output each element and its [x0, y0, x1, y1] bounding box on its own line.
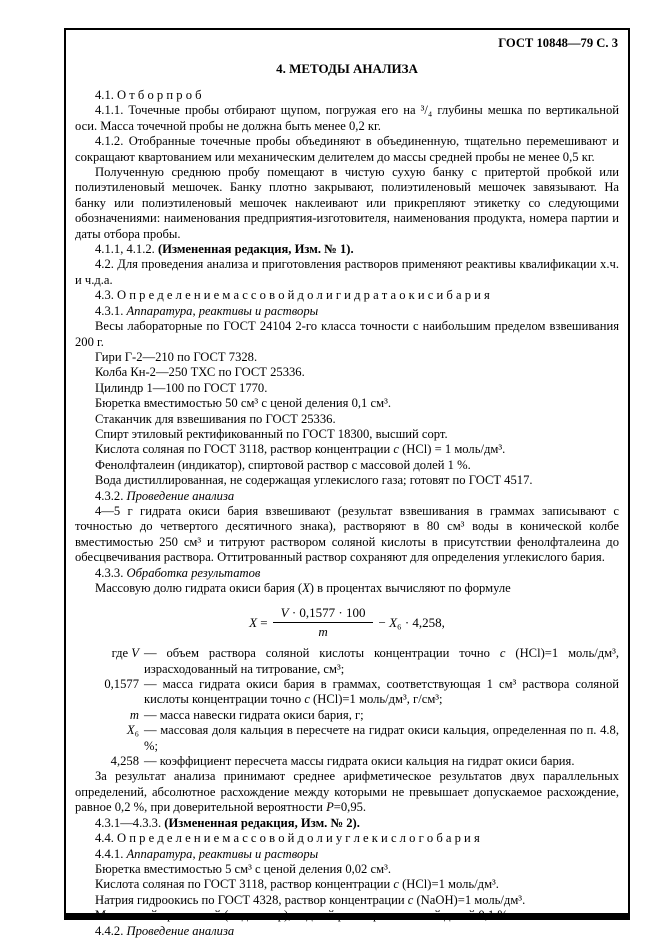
text-run: X: [389, 614, 398, 630]
paragraph: [75, 165, 619, 242]
text-run: Весы лабораторные по ГОСТ 24104 2-го класса точности с наибольшим пределом взвешивания 200 г.: [75, 319, 619, 349]
definition-item: [75, 723, 619, 754]
paragraph: [75, 862, 619, 877]
paragraph: [75, 288, 619, 303]
text-run: (HCl)=1 моль/дм³, г/см³;: [309, 692, 443, 707]
formula-rhs: [378, 615, 444, 630]
text-run: 4,258: [110, 754, 139, 769]
text-run: (NaOH)=1 моль/дм³.: [413, 892, 526, 907]
text-run: ) в процентах вычисляют по формуле: [309, 581, 511, 595]
text-run: · 0,1577 · 100: [288, 605, 366, 621]
text-run: Метиловый оранжевый (индикатор), водный раствор с массовой долей 0,1 %.: [95, 908, 511, 923]
definition-text: [139, 646, 619, 677]
text-run: 4.4.2.: [95, 923, 127, 938]
text-run: 4.3.1.: [95, 303, 127, 318]
text-run: V: [280, 605, 289, 621]
paragraph: [75, 893, 619, 908]
text-run: Бюретка вместимостью 50 см³ с ценой деления 0,1 см³.: [95, 396, 391, 411]
text-run: — масса навески гидрата окиси бария, г;: [144, 707, 364, 722]
definition-text: [139, 677, 619, 708]
definition-term: [75, 646, 139, 677]
text-run: 4.4. О п р е д е л е н и е м а с с о в о й д о л и у г л е к и с л о г о б а р и я: [95, 831, 480, 846]
page-header: ГОСТ 10848—79 С. 3: [498, 36, 618, 50]
definition-item: [75, 754, 619, 769]
definition-term: [75, 677, 139, 708]
text-run: Бюретка вместимостью 5 см³ с ценой деления 0,02 см³.: [95, 861, 391, 876]
paragraph: [75, 458, 619, 473]
text-run: Р: [326, 800, 334, 815]
text-run: — коэффициент пересчета массы гидрата окиси кальция на гидрат окиси бария.: [144, 754, 575, 769]
text-run: ₆: [397, 614, 402, 630]
text-run: где: [111, 646, 132, 661]
paragraph: [75, 566, 619, 581]
paragraph: [75, 847, 619, 862]
text-run: V: [131, 646, 139, 661]
text-run: 4.1. О т б о р п р о б: [95, 88, 202, 102]
text-run: с: [304, 692, 310, 707]
text-run: (HCl) = 1 моль/дм³.: [398, 442, 506, 457]
text-run: Проведение анализа: [126, 923, 235, 938]
paragraph: [75, 877, 619, 892]
text-run: =0,95.: [333, 800, 367, 815]
text-run: с: [393, 442, 399, 457]
text-run: с: [499, 646, 506, 661]
text-run: X: [249, 614, 258, 630]
definition-term: [75, 708, 139, 723]
text-run: (Измененная редакция, Изм. № 2).: [164, 815, 360, 830]
page-frame: [64, 28, 630, 938]
paragraph: [75, 396, 619, 411]
text-run: 4.3.2.: [95, 488, 127, 503]
text-run: Спирт этиловый ректификованный по ГОСТ 18300, высший сорт.: [95, 426, 448, 441]
text-run: 0,1577: [104, 677, 139, 692]
text-run: (Измененная редакция, Изм. № 1).: [157, 242, 354, 257]
paragraph: [75, 103, 619, 134]
text-run: Полученную среднюю пробу помещают в чистую сухую банку с притертой пробкой или полиэтиленовый мешочек. Банку плотно закрывают, полиэтиленовый мешочек завязывают. На банку или полиэтиленовый мешочек наклеивают или прикрепляют этикетку со следующими обозначениями: наименования предприятия-изготовителя, наименования продукта, номера партии и даты отбора пробы.: [75, 165, 619, 241]
text-run: — масса гидрата окиси бария в граммах, соответствующая 1 см³ раствора соляной кислоты концентрации точно: [144, 677, 619, 707]
text-run: Стаканчик для взвешивания по ГОСТ 25336.: [95, 411, 336, 426]
text-run: (HCl)=1 моль/дм³.: [398, 877, 499, 892]
paragraph: [75, 473, 619, 488]
paragraph: [75, 489, 619, 504]
paragraph: [75, 769, 619, 815]
text-run: 4.4.1.: [95, 846, 127, 861]
text-run: · 4,258,: [401, 614, 445, 630]
text-run: m: [318, 623, 328, 639]
text-run: Массовую долю гидрата окиси бария (: [95, 581, 303, 595]
definition-term: [75, 754, 139, 769]
text-run: с: [407, 892, 414, 907]
text-run: 4.3.3.: [95, 565, 127, 580]
text-run: Натрия гидроокись по ГОСТ 4328, раствор концентрации: [95, 892, 408, 907]
section-title: 4. МЕТОДЫ АНАЛИЗА: [276, 61, 418, 76]
text-run: Кислота соляная по ГОСТ 3118, раствор концентрации: [95, 442, 394, 457]
definition-item: [75, 646, 619, 677]
text-run: — массовая доля кальция в пересчете на гидрат окиси кальция, определенная по п. 4.8, %;: [144, 723, 619, 753]
paragraph: [75, 427, 619, 442]
paragraph: [75, 242, 619, 257]
formula-numerator: [273, 605, 374, 622]
definition-text: [139, 708, 619, 723]
paragraph: [75, 350, 619, 365]
paragraph: [75, 365, 619, 380]
text-run: 4.1.1, 4.1.2.: [95, 242, 158, 257]
text-run: ₆: [134, 723, 139, 738]
definition-item: [75, 677, 619, 708]
text-run: m: [129, 707, 139, 722]
paragraph: [75, 381, 619, 396]
paragraph: [75, 924, 619, 939]
text-run: 4—5 г гидрата окиси бария взвешивают (результат взвешивания в граммах записывают с точностью до четвертого десятичного знака), растворяют в 80 см³ воды в конической колбе вместимостью 250 см³ и титруют раствором соляной кислоты в присутствии фенолфталеина до обесцвечивания раствора. Оттитрованный раствор сохраняют для определения углекислого бария.: [75, 503, 619, 565]
text-run: Вода дистиллированная, не содержащая углекислого газа; готовят по ГОСТ 4517.: [95, 473, 533, 488]
paragraph: [75, 581, 619, 596]
document-body: [75, 88, 619, 939]
paragraph: [75, 257, 619, 288]
definition-item: [75, 708, 619, 723]
text-run: 4.2. Для проведения анализа и приготовления растворов применяют реактивы квалификации х.ч. и ч.д.а.: [75, 257, 619, 287]
paragraph: [75, 442, 619, 457]
paragraph: [75, 134, 619, 165]
text-run: Колба Кн-2—250 ТХС по ГОСТ 25336.: [95, 365, 305, 380]
definition-text: [139, 754, 619, 769]
formula: [75, 605, 619, 639]
paragraph: [75, 319, 619, 350]
formula-fraction: [273, 605, 374, 639]
paragraph: [75, 412, 619, 427]
formula-denominator: [318, 623, 327, 639]
text-run: (HCl)=1 моль/дм³, израсходованный на титрование, см³;: [144, 646, 619, 676]
paragraph: [75, 88, 619, 103]
text-run: Цилиндр 1—100 по ГОСТ 1770.: [95, 380, 268, 395]
text-run: Гири Г-2—210 по ГОСТ 7328.: [95, 349, 258, 364]
text-run: 4.1.1. Точечные пробы отбирают щупом, погружая его на ³/₄ глубины мешка по вертикальной оси. Масса точечной пробы не должна быть менее 0,2 кг.: [75, 103, 619, 133]
text-run: Кислота соляная по ГОСТ 3118, раствор концентрации: [95, 877, 394, 892]
text-run: =: [257, 614, 268, 630]
paragraph: [75, 816, 619, 831]
text-run: — объем раствора соляной кислоты концентрации точно: [144, 646, 500, 661]
paragraph: [75, 831, 619, 846]
paragraph: [75, 504, 619, 566]
paragraph: [75, 304, 619, 319]
text-run: 4.3.1—4.3.3.: [95, 815, 165, 830]
text-run: X: [302, 581, 310, 595]
text-run: 4.3. О п р е д е л е н и е м а с с о в о й д о л и г и д р а т а о к и с и б а р и я: [95, 288, 490, 303]
definition-text: [139, 723, 619, 754]
formula-lhs: [249, 615, 268, 630]
text-run: За результат анализа принимают среднее арифметическое результатов двух параллельных определений, абсолютное расхождение между которыми не превышает допускаемое расхождение, равное 0,2 %, при доверительной вероятности: [75, 769, 619, 815]
text-run: Фенолфталеин (индикатор), спиртовой раствор с массовой долей 1 %.: [95, 457, 471, 472]
text-run: −: [378, 614, 390, 630]
paragraph: [75, 908, 619, 923]
text-run: Проведение анализа: [126, 488, 235, 503]
text-run: Аппаратура, реактивы и растворы: [126, 846, 319, 861]
text-run: Аппаратура, реактивы и растворы: [126, 303, 319, 318]
text-run: Обработка результатов: [126, 565, 261, 580]
text-run: с: [393, 877, 399, 892]
definition-term: [75, 723, 139, 754]
text-run: 4.1.2. Отобранные точечные пробы объединяют в объединенную, тщательно перемешивают и сокращают квартованием или механическим делителем до массы средней пробы не менее 0,5 кг.: [75, 134, 619, 164]
text-run: X: [126, 723, 135, 738]
